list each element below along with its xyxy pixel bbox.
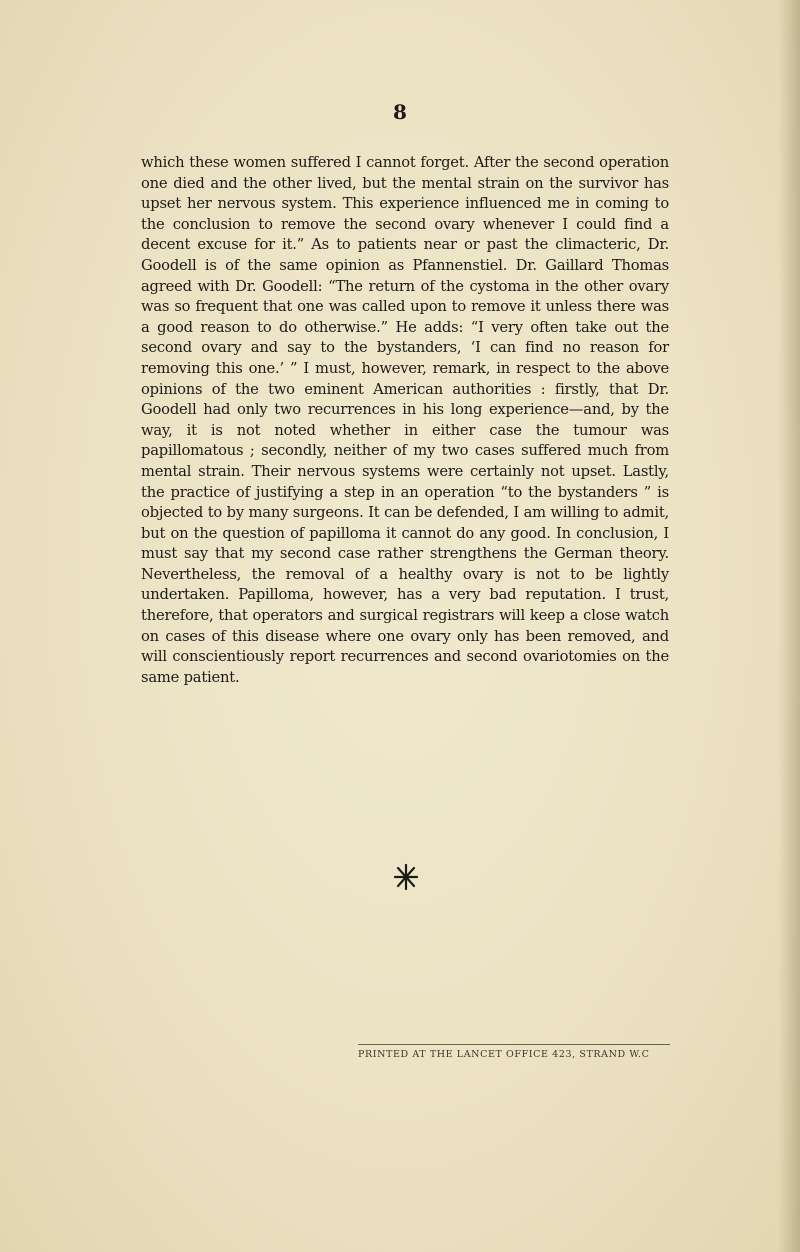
asterisk-ornament-icon	[392, 862, 420, 892]
printer-imprint: PRINTED AT THE LANCET OFFICE 423, STRAND W.C	[358, 1049, 650, 1060]
body-paragraph: which these women suffered I cannot forget. After the second operation one died and the other lived, but the mental strain on the survivor has upset her nervous system. This experience influenced me in coming to the conclusion to remove the second ovary whenever I could find a decent excuse for it.” As to patients near or past the climacteric, Dr. Goodell is of the same opinion as Pfannenstiel. Dr. Gaillard Thomas agreed with Dr. Goodell: “The return of the cystoma in the other ovary was so frequent that one was called upon to remove it unless there was a good reason to do otherwise.” He adds: “I very often take out the second ovary and say to the bystanders, ‘I can find no reason for removing this one.’ ” I must, however, remark, in respect to the above opinions of the two eminent American authorities : firstly, that Dr. Goodell had only two recurrences in his long experience—and, by the way, it is not noted whether in either case the tumour was papillomatous ; secondly, neither of my two cases suffered much from mental strain. Their nervous systems were certainly not upset. Lastly, the practice of justifying a step in an operation “to the bystanders ” is objected to by many surgeons. It can be defended, I am willing to admit, but on the question of papilloma it cannot do any good. In conclusion, I must say that my second case rather strengthens the German theory. Nevertheless, the removal of a healthy ovary is not to be lightly undertaken. Papilloma, however, has a very bad reputation. I trust, therefore, that operators and surgical registrars will keep a close watch on cases of this disease where one ovary only has been removed, and will conscientiously report recurrences and second ovariotomies on the same patient.	[141, 154, 669, 686]
page-number: 8	[393, 100, 407, 124]
footer-rule	[358, 1044, 670, 1045]
page-edge-shadow	[778, 0, 800, 1252]
